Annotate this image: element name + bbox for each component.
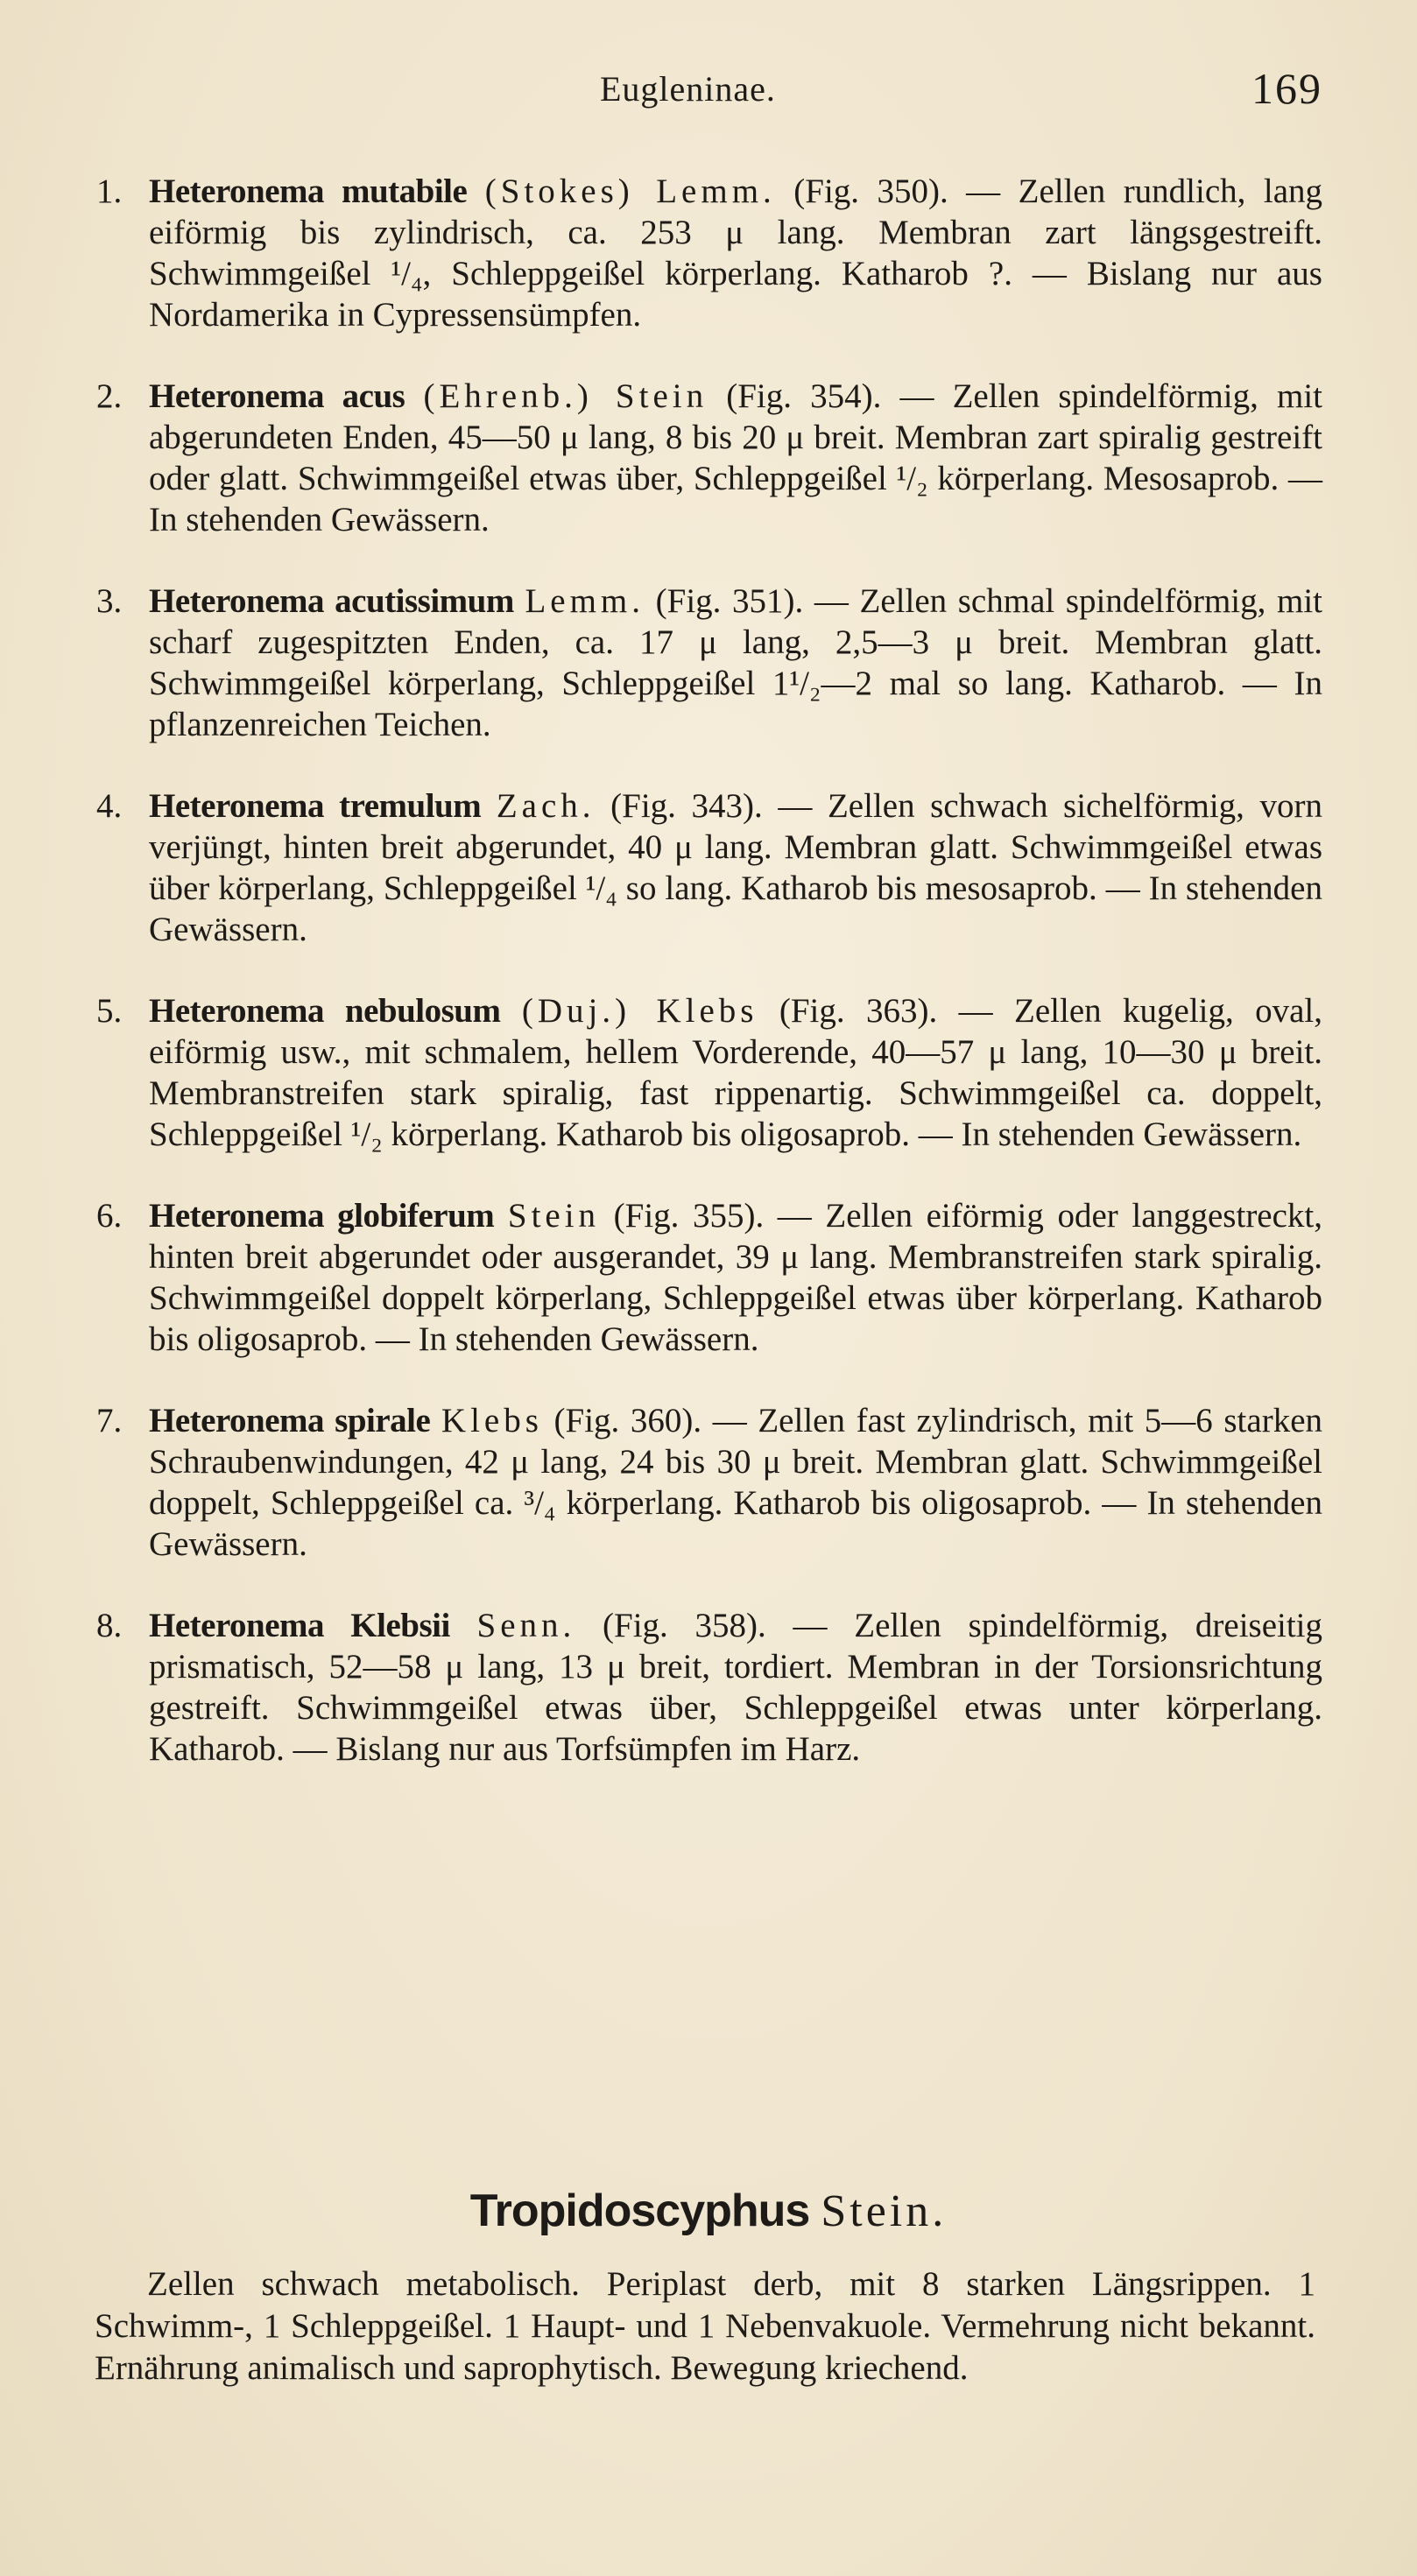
- species-author: Stein: [507, 1197, 601, 1235]
- species-description: (Fig. 343). — Zellen schwach sichelförmig, vorn verjüngt, hinten breit abgerundet, 40 μ lang. Membran glatt. Schwimmgeißel etwas über körperlang, Schleppgeißel ¹/₄ so lang. Katharob bis mesosaprob. — In stehenden Gewässern.: [149, 787, 1322, 948]
- genus-heading: [0, 2185, 1417, 2237]
- running-title: Eugleninae.: [600, 69, 776, 109]
- page-header: [0, 63, 1417, 124]
- genus-author: Stein.: [821, 2186, 948, 2236]
- entry-number: 6.: [96, 1197, 123, 1235]
- species-entry-4: [0, 785, 1417, 950]
- entry-number: 8.: [96, 1607, 123, 1644]
- genus-description: Zellen schwach metabolisch. Periplast derb, mit 8 starken Längsrippen. 1 Schwimm-, 1 Schleppgeißel. 1 Haupt- und 1 Nebenvakuole. Vermehrung nicht bekannt. Ernährung animalisch und saprophytisch. Bewegung kriechend.: [95, 2265, 1315, 2387]
- species-name: Heteronema tremulum: [149, 787, 482, 825]
- species-author: (Stokes) Lemm.: [484, 172, 776, 210]
- species-entry-2: [0, 376, 1417, 540]
- species-author: Senn.: [476, 1607, 576, 1644]
- species-entry-5: [0, 990, 1417, 1155]
- species-author: Klebs: [441, 1402, 543, 1439]
- genus-name: Tropidoscyphus: [469, 2185, 810, 2236]
- entry-number: 5.: [96, 992, 123, 1030]
- species-description: (Fig. 350). — Zellen rundlich, lang eiförmig bis zylindrisch, ca. 253 μ lang. Membran zart längsgestreift. Schwimmgeißel ¹/₄, Schleppgeißel körperlang. Katharob ?. — Bislang nur aus Nordamerika in Cypressensümpfen.: [149, 172, 1323, 334]
- entry-number: 2.: [96, 377, 123, 415]
- species-name: Heteronema mutabile: [149, 172, 468, 210]
- species-description: (Fig. 355). — Zellen eiförmig oder langgestreckt, hinten breit abgerundet oder ausgerandet, 39 μ lang. Membranstreifen stark spiralig. Schwimmgeißel doppelt körperlang, Schleppgeißel etwas über körperlang. Katharob bis oligosaprob. — In stehenden Gewässern.: [149, 1197, 1323, 1358]
- species-description: (Fig. 363). — Zellen kugelig, oval, eiförmig usw., mit schmalem, hellem Vorderende, 40—57 μ lang, 10—30 μ breit. Membranstreifen stark spiralig, fast rippenartig. Schwimmgeißel ca. doppelt, Schleppgeißel ¹/₂ körperlang. Katharob bis oligosaprob. — In stehenden Gewässern.: [149, 992, 1323, 1153]
- species-name: Heteronema acutissimum: [149, 582, 514, 620]
- species-author: Lemm.: [525, 582, 645, 620]
- species-description: (Fig. 354). — Zellen spindelförmig, mit abgerundeten Enden, 45—50 μ lang, 8 bis 20 μ breit. Membran zart spiralig gestreift oder glatt. Schwimmgeißel etwas über, Schleppgeißel ¹/₂ körperlang. Mesosaprob. — In stehenden Gewässern.: [149, 377, 1323, 538]
- entry-number: 7.: [96, 1402, 123, 1439]
- species-name: Heteronema globiferum: [149, 1197, 495, 1235]
- species-name: Heteronema Klebsii: [149, 1607, 450, 1644]
- page-number: 169: [1251, 64, 1322, 113]
- species-list: [0, 171, 1417, 1810]
- species-author: (Ehrenb.) Stein: [423, 377, 708, 415]
- species-description: (Fig. 360). — Zellen fast zylindrisch, mit 5—6 starken Schraubenwindungen, 42 μ lang, 24 bis 30 μ breit. Membran glatt. Schwimmgeißel doppelt, Schleppgeißel ca. ³/₄ körperlang. Katharob bis oligosaprob. — In stehenden Gewässern.: [149, 1402, 1322, 1563]
- entry-number: 4.: [96, 787, 123, 825]
- species-description: (Fig. 351). — Zellen schmal spindelförmig, mit scharf zugespitzten Enden, ca. 17 μ lang, 2,5—3 μ breit. Membran glatt. Schwimmgeißel körperlang, Schleppgeißel 1¹/₂—2 mal so lang. Katharob. — In pflanzenreichen Teichen.: [149, 582, 1323, 743]
- species-entry-8: [0, 1605, 1417, 1770]
- species-name: Heteronema spirale: [149, 1402, 431, 1439]
- entry-number: 3.: [96, 582, 123, 620]
- species-description: (Fig. 358). — Zellen spindelförmig, dreiseitig prismatisch, 52—58 μ lang, 13 μ breit, tordiert. Membran in der Torsionsrichtung gestreift. Schwimmgeißel etwas über, Schleppgeißel etwas unter körperlang. Katharob. — Bislang nur aus Torfsümpfen im Harz.: [149, 1607, 1323, 1768]
- species-name: Heteronema nebulosum: [149, 992, 501, 1030]
- species-entry-1: [0, 171, 1417, 335]
- species-author: (Duj.) Klebs: [521, 992, 758, 1030]
- species-name: Heteronema acus: [149, 377, 405, 415]
- species-entry-7: [0, 1400, 1417, 1565]
- entry-number: 1.: [96, 172, 123, 210]
- species-author: Zach.: [496, 787, 596, 825]
- species-entry-6: [0, 1195, 1417, 1360]
- species-entry-3: [0, 581, 1417, 745]
